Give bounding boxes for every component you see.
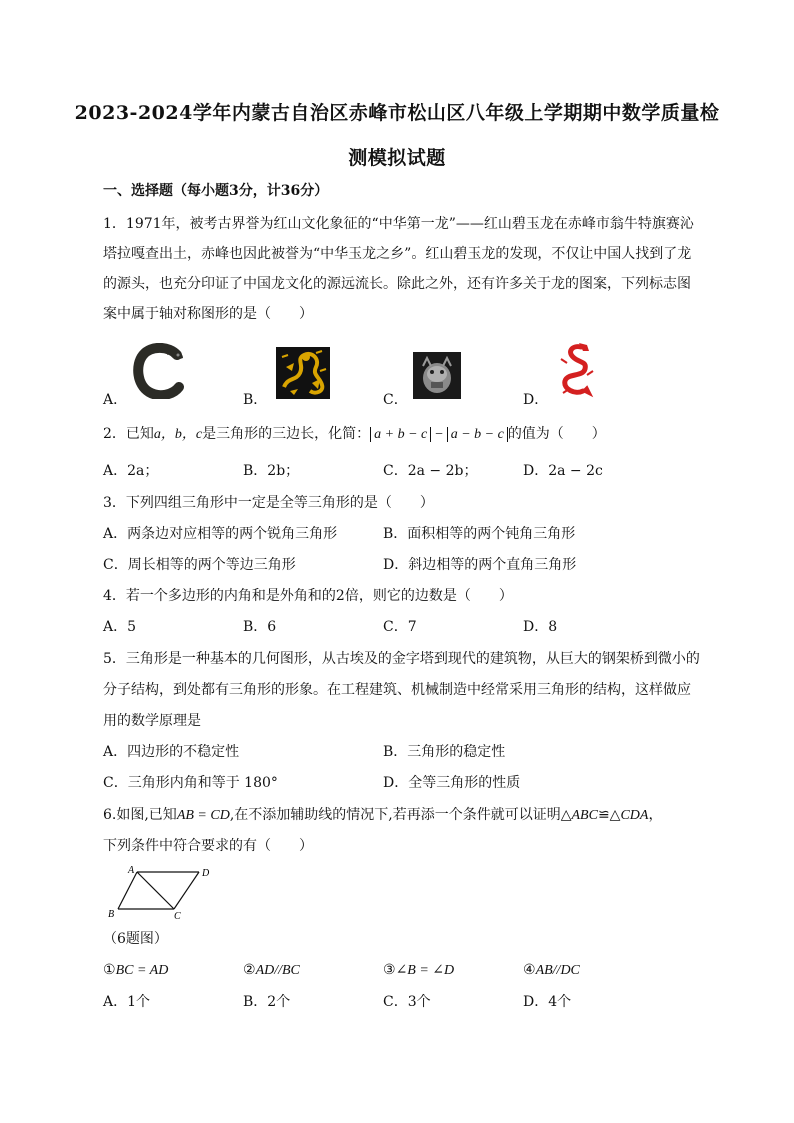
q3-option-d[interactable]: D．斜边相等的两个直角三角形	[383, 557, 577, 573]
q3-option-a[interactable]: A．两条边对应相等的两个锐角三角形	[103, 526, 338, 542]
jade-dragon-image	[133, 343, 187, 399]
page-title-line1: 2023-2024学年内蒙古自治区赤峰市松山区八年级上学期期中数学质量检	[74, 102, 720, 124]
q6-given-condition: AB = CD	[176, 808, 230, 823]
q6-congruent-symbol: ≌	[597, 807, 610, 823]
page-title-line2: 测模拟试题	[348, 147, 446, 169]
q6-triangle-abc: ABC	[571, 808, 598, 823]
q6-parallelogram-figure	[104, 864, 214, 920]
q6-condition-3	[383, 963, 454, 978]
q6-line1-pre: 6.如图,已知	[103, 807, 177, 823]
golden-dragon-image	[276, 347, 330, 399]
q6-figure-caption: （6题图）	[103, 931, 168, 947]
q2-vars: a，b，c	[153, 427, 203, 442]
condition-4-number: ④	[523, 962, 536, 978]
q1-line1: 1．1971年，被考古界誉为红山文化象征的“中华第一龙”——红山碧玉龙在赤峰市翁牛特旗赛沁	[103, 216, 694, 232]
q1-option-b[interactable]: B．	[243, 392, 268, 408]
q6-line2: 下列条件中符合要求的有（ ）	[103, 838, 313, 854]
figure-label-a: A	[128, 865, 135, 876]
q1-line4: 案中属于轴对称图形的是（ ）	[103, 306, 313, 322]
q5-option-c[interactable]: C．三角形内角和等于 180°	[103, 775, 278, 791]
condition-3-expr: ∠B = ∠D	[395, 963, 455, 978]
q6-line1-mid: ,在不添加辅助线的情况下,若再添一个条件就可以证明△	[229, 807, 572, 823]
q3-stem: 3．下列四组三角形中一定是全等三角形的是（ ）	[103, 495, 434, 511]
q5-line3: 用的数学原理是	[103, 713, 201, 729]
condition-2-number: ②	[243, 962, 256, 978]
q1-line2: 塔拉嘎查出土，赤峰也因此被誉为“中华玉龙之乡”。红山碧玉龙的发现，不仅让中国人找到了龙	[103, 246, 692, 262]
figure-label-d: D	[202, 868, 210, 879]
q2-stem-mid: 是三角形的三边长，化简：	[202, 426, 371, 442]
q1-option-a[interactable]: A．	[103, 392, 128, 408]
q4-option-d[interactable]: D．8	[523, 619, 558, 635]
q6-option-a[interactable]: A．1个	[103, 994, 151, 1010]
q2-stem-after: 的值为（ ）	[507, 426, 606, 442]
q5-option-a[interactable]: A．四边形的不稳定性	[103, 744, 240, 760]
q5-option-b[interactable]: B．三角形的稳定性	[383, 744, 506, 760]
q6-line1-end: ，	[648, 807, 663, 823]
q2-option-b[interactable]: B．2b；	[243, 463, 300, 479]
q4-stem: 4．若一个多边形的内角和是外角和的2倍，则它的边数是（ ）	[103, 588, 513, 604]
q2-abs-expression-1: a + b − c	[370, 427, 431, 442]
q6-condition-4	[523, 963, 580, 978]
q2-stem-before: 2．已知	[103, 426, 154, 442]
q1-option-c[interactable]: C．	[383, 392, 408, 408]
condition-4-expr: AB//DC	[535, 963, 580, 978]
q6-line1	[103, 808, 662, 823]
condition-2-expr: AD//BC	[255, 963, 300, 978]
q1-line3: 的源头，也充分印证了中国龙文化的源远流长。除此之外，还有许多关于龙的图案，下列标志图	[103, 276, 691, 292]
q4-option-b[interactable]: B．6	[243, 619, 277, 635]
q6-condition-1	[103, 963, 168, 978]
q1-option-d[interactable]: D．	[523, 392, 549, 408]
q2-option-c[interactable]: C．2a − 2b；	[383, 463, 478, 479]
condition-3-number: ③	[383, 962, 396, 978]
q6-triangle-cda: △CDA	[609, 808, 649, 823]
q2-minus: −	[434, 427, 444, 442]
q3-option-b[interactable]: B．面积相等的两个钝角三角形	[383, 526, 576, 542]
q4-option-a[interactable]: A．5	[103, 619, 137, 635]
q2-option-d[interactable]: D．2a − 2c	[523, 463, 603, 479]
q2-option-a[interactable]: A．2a；	[103, 463, 159, 479]
figure-label-c: C	[174, 911, 181, 920]
figure-label-b: B	[108, 909, 115, 920]
dragon-statue-image	[413, 352, 461, 399]
q2-stem	[103, 427, 606, 442]
q2-abs-expression-2: a − b − c	[447, 427, 508, 442]
red-dragon-image	[553, 341, 597, 399]
q6-option-b[interactable]: B．2个	[243, 994, 291, 1010]
q6-option-c[interactable]: C．3个	[383, 994, 431, 1010]
q5-line2: 分子结构，到处都有三角形的形象。在工程建筑、机械制造中经常采用三角形的结构，这样做应	[103, 682, 691, 698]
q4-option-c[interactable]: C．7	[383, 619, 417, 635]
condition-1-expr: BC = AD	[115, 963, 169, 978]
condition-1-number: ①	[103, 962, 116, 978]
q5-line1: 5．三角形是一种基本的几何图形，从古埃及的金字塔到现代的建筑物，从巨大的钢架桥到微小的	[103, 651, 700, 667]
q6-option-d[interactable]: D．4个	[523, 994, 572, 1010]
q6-condition-2	[243, 963, 300, 978]
section-heading: 一、选择题（每小题3分，计36分）	[103, 183, 329, 199]
q5-option-d[interactable]: D．全等三角形的性质	[383, 775, 521, 791]
q3-option-c[interactable]: C．周长相等的两个等边三角形	[103, 557, 296, 573]
